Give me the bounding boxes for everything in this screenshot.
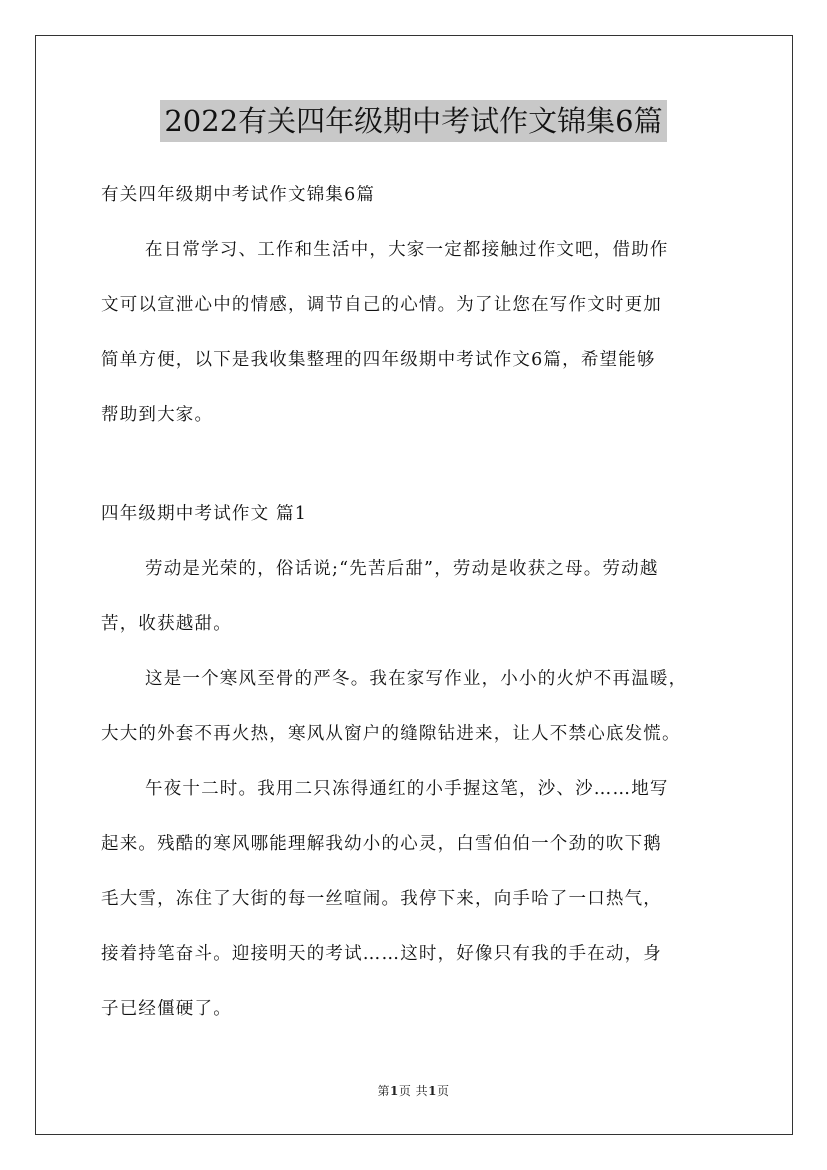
spacer	[101, 698, 728, 716]
spacer	[101, 434, 728, 496]
page-footer	[0, 1082, 827, 1099]
title-block	[0, 100, 827, 142]
intro-line: 简单方便，以下是我收集整理的四年级期中考试作文6篇，希望能够	[101, 350, 656, 370]
spacer	[101, 918, 728, 936]
paragraph-line: 午夜十二时。我用二只冻得通红的小手握这笔，沙、沙……地写	[145, 779, 669, 799]
page-suffix: 页	[398, 1084, 412, 1098]
spacer	[101, 863, 728, 881]
paragraph-line: 子已经僵硬了。	[101, 999, 232, 1019]
intro-paragraph	[101, 232, 728, 434]
spacer	[101, 753, 728, 771]
paragraph-line: 接着持笔奋斗。迎接明天的考试……这时，好像只有我的手在动，身	[101, 944, 662, 964]
spacer	[101, 379, 728, 397]
paragraph-line: 这是一个寒风至骨的严冬。我在家写作业，小小的火炉不再温暖，	[145, 669, 688, 689]
document-title: 2022有关四年级期中考试作文锦集6篇	[160, 100, 666, 142]
paragraph-line: 大大的外套不再火热，寒风从窗户的缝隙钻进来，让人不禁心底发慌。	[101, 724, 681, 744]
paragraph-line: 劳动是光荣的，俗话说;“先苦后甜”，劳动是收获之母。劳动越	[145, 559, 659, 579]
section-heading: 四年级期中考试作文 篇1	[101, 504, 308, 524]
spacer	[101, 973, 728, 991]
spacer	[101, 269, 728, 287]
paragraph-line: 苦，收获越甜。	[101, 614, 232, 634]
intro-line: 在日常学习、工作和生活中，大家一定都接触过作文吧，借助作	[145, 240, 669, 260]
page-number: 1	[389, 1084, 399, 1098]
document-subtitle: 有关四年级期中考试作文锦集6篇	[101, 185, 376, 205]
spacer	[101, 643, 728, 661]
body-paragraph	[101, 661, 728, 753]
total-suffix: 页	[437, 1084, 450, 1098]
document-body	[101, 177, 728, 1028]
body-paragraph	[101, 551, 728, 643]
intro-line: 帮助到大家。	[101, 405, 214, 425]
paragraph-line: 起来。残酷的寒风哪能理解我幼小的心灵，白雪伯伯一个劲的吹下鹅	[101, 834, 662, 854]
body-paragraph	[101, 771, 728, 1028]
spacer	[101, 214, 728, 232]
total-pages: 1	[428, 1084, 438, 1098]
spacer	[101, 808, 728, 826]
paragraph-line: 毛大雪，冻住了大街的每一丝喧闹。我停下来，向手哈了一口热气，	[101, 889, 662, 909]
page-prefix: 第	[377, 1084, 390, 1098]
spacer	[101, 324, 728, 342]
total-prefix: 共	[415, 1084, 429, 1098]
intro-line: 文可以宣泄心中的情感，调节自己的心情。为了让您在写作文时更加	[101, 295, 662, 315]
spacer	[101, 588, 728, 606]
spacer	[101, 533, 728, 551]
